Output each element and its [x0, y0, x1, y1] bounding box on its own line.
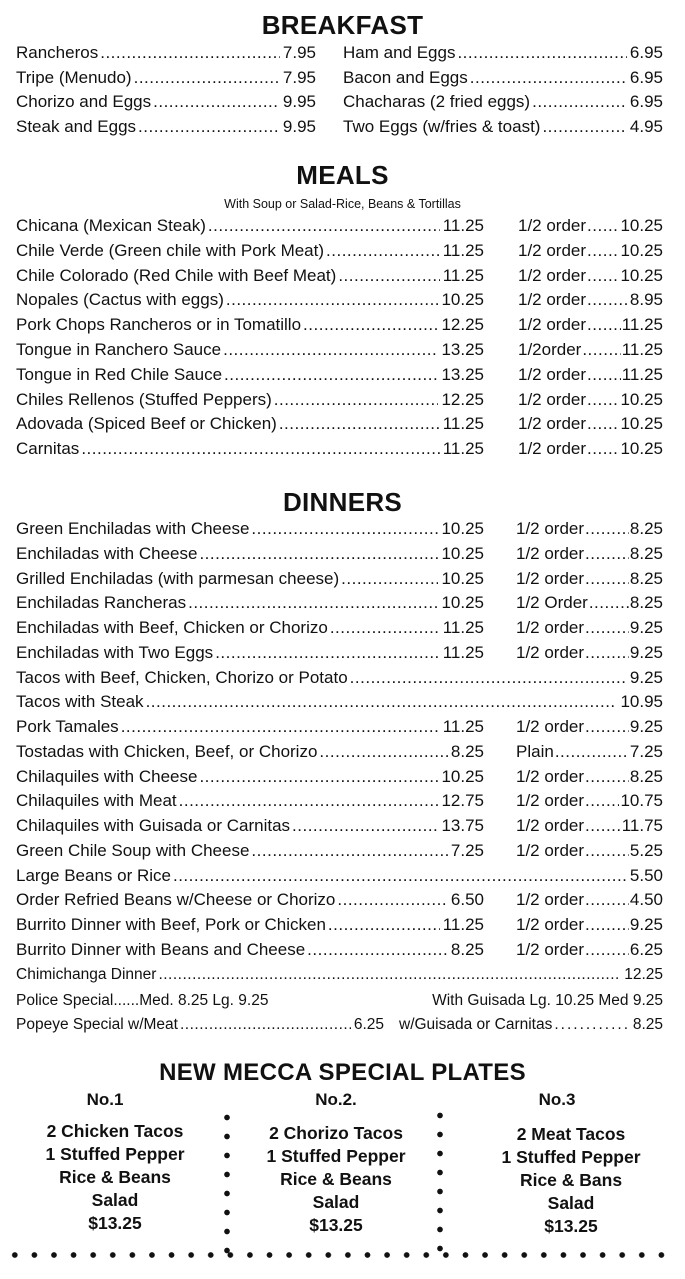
- leader-dots: [173, 865, 627, 887]
- item-price: 6.95: [629, 43, 663, 62]
- half-order-label: 1/2 order: [516, 766, 585, 786]
- meal-half-order: [518, 364, 663, 386]
- leader-dots: [341, 568, 438, 590]
- leader-dots: [292, 815, 438, 837]
- item-price: 11.25: [442, 240, 484, 260]
- half-order-price: 11.25: [621, 315, 663, 335]
- plate-line: Salad: [312, 1192, 360, 1212]
- half-order-label: 1/2order: [518, 340, 582, 359]
- item-price: 10.25: [441, 568, 484, 588]
- dinner-half-order: [516, 642, 663, 664]
- item-price: 10.25: [441, 290, 484, 310]
- meal-half-order: [518, 314, 663, 336]
- item-name: Popeye Special w/Meat: [16, 1016, 178, 1033]
- plate-3-number: No.3: [538, 1090, 576, 1109]
- meal-item: [16, 265, 484, 287]
- plate-line: 2 Chicken Tacos: [46, 1121, 184, 1141]
- dinner-item: [16, 840, 484, 862]
- item-name: Chilaquiles with Cheese: [16, 766, 198, 786]
- leader-dots: [158, 964, 621, 986]
- leader-dots: [251, 840, 447, 862]
- half-order-label: 1/2 order: [516, 939, 585, 959]
- meal-half-order: [518, 265, 663, 287]
- meal-item: [16, 314, 484, 336]
- item-name: Chorizo and Eggs: [16, 92, 152, 112]
- leader-dots: [303, 314, 438, 336]
- dinner-half-order: [516, 543, 663, 565]
- item-price: 11.25: [442, 265, 484, 285]
- leader-dots: [587, 314, 621, 336]
- item-name: Rancheros: [16, 43, 99, 62]
- half-order-label: 1/2 order: [518, 265, 587, 285]
- leader-dots: [585, 815, 621, 837]
- dinner-half-order: [516, 716, 663, 738]
- breakfast-item: [343, 116, 663, 138]
- half-order-price: 10.25: [620, 439, 663, 459]
- breakfast-item: [16, 91, 316, 113]
- leader-dots: [328, 914, 440, 936]
- meal-item: [16, 389, 484, 411]
- item-price: 12.75: [441, 791, 484, 811]
- leader-dots: [585, 568, 629, 590]
- leader-dots: [121, 716, 440, 738]
- item-price: 13.75: [441, 816, 484, 835]
- leader-dots: [208, 215, 440, 237]
- item-name: Chiles Rellenos (Stuffed Peppers): [16, 389, 272, 409]
- half-order-label: 1/2 order: [516, 717, 585, 736]
- half-order-price: 7.25: [629, 741, 663, 761]
- item-name: Order Refried Beans w/Cheese or Chorizo: [16, 890, 336, 910]
- leader-dots: [470, 67, 627, 89]
- item-price: 10.25: [441, 766, 484, 786]
- dinner-item: [16, 543, 484, 565]
- item-name: Chilaquiles with Meat: [16, 791, 177, 811]
- leader-dots: [279, 413, 440, 435]
- dinner-item: [16, 642, 484, 664]
- dinner-item: [16, 716, 484, 738]
- plate-1-number: No.1: [86, 1090, 124, 1109]
- leader-dots: [251, 518, 438, 540]
- dinner-item: [16, 815, 484, 837]
- half-order-label: 1/2 order: [516, 543, 585, 563]
- half-order-label: 1/2 order: [518, 290, 587, 310]
- half-order-price: 8.25: [629, 543, 663, 563]
- leader-dots: [587, 240, 619, 262]
- leader-dots: [319, 741, 447, 763]
- item-name: Two Eggs (w/fries & toast): [343, 117, 541, 137]
- dinner-item: [16, 939, 484, 961]
- plate-line: Salad: [91, 1190, 139, 1210]
- dinner-half-order: [516, 518, 663, 540]
- half-order-price: 10.75: [620, 791, 663, 811]
- item-name: Large Beans or Rice: [16, 865, 171, 885]
- half-order-price: 10.25: [620, 389, 663, 409]
- dinner-half-order: [516, 815, 663, 837]
- leader-dots: [146, 691, 618, 713]
- leader-dots: [307, 939, 448, 961]
- leader-dots: [585, 543, 629, 565]
- item-price: 9.95: [282, 117, 316, 137]
- meal-half-order: [518, 413, 663, 435]
- leader-dots: [585, 518, 629, 540]
- plate-line: 1 Stuffed Pepper: [266, 1146, 406, 1166]
- dinner-item: [16, 568, 484, 590]
- item-price: 11.25: [442, 216, 484, 235]
- meal-half-order: [518, 289, 663, 311]
- leader-dots: [330, 617, 440, 639]
- leader-dots: [179, 790, 439, 812]
- leader-dots: [81, 438, 439, 460]
- item-price: 6.25: [353, 1016, 384, 1033]
- leader-dots: [585, 642, 629, 664]
- item-price: 10.25: [441, 543, 484, 563]
- popeye-special-guisada: [399, 1014, 663, 1036]
- plate-1-details: [15, 1120, 215, 1235]
- plate-line: Rice & Bans: [519, 1170, 623, 1190]
- item-price: 11.25: [442, 439, 484, 459]
- meal-item: [16, 364, 484, 386]
- leader-dots: [585, 939, 629, 961]
- item-name: Enchiladas with Cheese: [16, 543, 198, 563]
- half-order-price: 8.25: [629, 593, 663, 613]
- half-order-price: 10.25: [620, 414, 663, 434]
- half-order-label: 1/2 order: [516, 890, 585, 910]
- plate-line: 1 Stuffed Pepper: [45, 1144, 185, 1164]
- item-price: 4.95: [629, 117, 663, 137]
- dinner-item: [16, 518, 484, 540]
- leader-dots: [554, 1014, 629, 1036]
- meal-item: [16, 215, 484, 237]
- half-order-label: 1/2 order: [518, 364, 587, 384]
- leader-dots: [587, 389, 619, 411]
- leader-dots: [585, 716, 629, 738]
- item-price: 5.50: [629, 865, 663, 885]
- item-name: Grilled Enchiladas (with parmesan cheese): [16, 568, 340, 588]
- leader-dots: [215, 642, 440, 664]
- item-price: 13.25: [441, 364, 484, 384]
- half-order-price: 9.25: [629, 717, 663, 736]
- popeye-special: [16, 1014, 384, 1036]
- leader-dots: [138, 116, 280, 138]
- item-price: 11.25: [442, 717, 484, 736]
- dinner-item: [16, 914, 484, 936]
- half-order-price: 8.25: [629, 519, 663, 538]
- item-name: Chile Verde (Green chile with Pork Meat): [16, 240, 325, 260]
- plate-2-number: No.2.: [315, 1090, 357, 1109]
- item-name: Enchiladas with Beef, Chicken or Chorizo: [16, 618, 328, 637]
- item-price: 9.25: [629, 667, 663, 687]
- breakfast-item: [343, 67, 663, 89]
- leader-dots: [587, 438, 619, 460]
- leader-dots: [585, 889, 629, 911]
- breakfast-item: [16, 116, 316, 138]
- leader-dots: [587, 413, 619, 435]
- police-special-guisada: With Guisada Lg. 10.25 Med 9.25: [432, 992, 663, 1009]
- item-price: 13.25: [441, 340, 484, 359]
- item-name: Burrito Dinner with Beans and Cheese: [16, 939, 306, 959]
- half-order-label: 1/2 order: [516, 915, 585, 934]
- item-name: Steak and Eggs: [16, 117, 137, 137]
- dinner-half-order: [516, 592, 663, 614]
- item-price: 10.95: [620, 692, 663, 712]
- dinner-item: [16, 964, 663, 986]
- item-price: 8.25: [450, 939, 484, 959]
- dotted-bottom-border: [5, 1252, 677, 1258]
- item-price: 11.25: [442, 915, 484, 934]
- plate-line: 1 Stuffed Pepper: [501, 1147, 641, 1167]
- half-order-price: 10.25: [620, 216, 663, 235]
- meal-half-order: [518, 339, 663, 361]
- plate-line: 2 Chorizo Tacos: [269, 1123, 403, 1143]
- half-order-price: 9.25: [629, 915, 663, 934]
- dinner-half-order: [516, 939, 663, 961]
- half-order-label: 1/2 order: [518, 389, 587, 409]
- half-order-label: 1/2 order: [516, 642, 585, 662]
- dinner-half-order: [516, 840, 663, 862]
- item-name: Adovada (Spiced Beef or Chicken): [16, 414, 277, 434]
- half-order-label: 1/2 order: [516, 618, 585, 637]
- leader-dots: [153, 91, 280, 113]
- item-price: 7.25: [450, 840, 484, 860]
- item-name: Burrito Dinner with Beef, Pork or Chicken: [16, 915, 326, 934]
- half-order-label: 1/2 order: [518, 240, 587, 260]
- plate-2-details: [236, 1122, 436, 1237]
- leader-dots: [585, 914, 629, 936]
- specials-heading: NEW MECCA SPECIAL PLATES: [159, 1059, 526, 1086]
- dinner-item: [16, 889, 484, 911]
- half-order-price: 8.25: [629, 568, 663, 588]
- item-price: 10.25: [441, 519, 484, 538]
- breakfast-item: [343, 91, 663, 113]
- dinner-half-order: [516, 790, 663, 812]
- dinner-item: [16, 691, 663, 713]
- leader-dots: [223, 339, 438, 361]
- item-price: 12.25: [441, 315, 484, 335]
- item-name: Carnitas: [16, 439, 80, 459]
- leader-dots: [555, 741, 629, 763]
- item-price: 6.95: [629, 67, 663, 87]
- leader-dots: [582, 339, 620, 361]
- item-name: Enchiladas with Two Eggs: [16, 642, 214, 662]
- leader-dots: [199, 766, 438, 788]
- meal-item: [16, 413, 484, 435]
- half-order-price: 11.25: [621, 364, 663, 384]
- breakfast-item: [16, 67, 316, 89]
- leader-dots: [100, 42, 280, 64]
- dinner-item: [16, 790, 484, 812]
- meal-item: [16, 438, 484, 460]
- half-order-price: 8.95: [629, 290, 663, 310]
- half-order-label: 1/2 order: [518, 439, 587, 459]
- police-special: Police Special......Med. 8.25 Lg. 9.25: [16, 992, 269, 1009]
- item-price: 7.95: [282, 67, 316, 87]
- item-price: 6.50: [450, 890, 484, 910]
- leader-dots: [326, 240, 440, 262]
- meal-item: [16, 240, 484, 262]
- dinner-item: [16, 617, 484, 639]
- plate-price: $13.25: [88, 1213, 142, 1233]
- meal-item: [16, 289, 484, 311]
- dinner-half-order: [516, 889, 663, 911]
- leader-dots: [134, 67, 280, 89]
- item-name: w/Guisada or Carnitas: [399, 1016, 553, 1033]
- half-order-price: 11.25: [621, 340, 663, 359]
- item-name: Pork Chops Rancheros or in Tomatillo: [16, 315, 302, 335]
- plate-price: $13.25: [309, 1215, 363, 1235]
- leader-dots: [457, 42, 626, 64]
- half-order-price: 9.25: [629, 618, 663, 637]
- plate-price: $13.25: [544, 1216, 598, 1236]
- half-order-price: 10.25: [620, 265, 663, 285]
- dinner-item: [16, 592, 484, 614]
- half-order-price: 5.25: [629, 840, 663, 860]
- leader-dots: [224, 364, 438, 386]
- leader-dots: [587, 289, 629, 311]
- leader-dots: [587, 364, 621, 386]
- item-name: Tripe (Menudo): [16, 67, 132, 87]
- item-name: Tostadas with Chicken, Beef, or Chorizo: [16, 741, 318, 761]
- item-price: 7.95: [282, 43, 316, 62]
- plate-line: Rice & Beans: [280, 1169, 392, 1189]
- leader-dots: [338, 265, 439, 287]
- dotted-divider-1: [224, 1108, 230, 1260]
- meal-item: [16, 339, 484, 361]
- half-order-price: 9.25: [629, 642, 663, 662]
- leader-dots: [188, 592, 438, 614]
- leader-dots: [337, 889, 448, 911]
- dinner-item: [16, 766, 484, 788]
- item-price: 11.25: [442, 642, 484, 662]
- leader-dots: [532, 91, 627, 113]
- item-name: Chile Colorado (Red Chile with Beef Meat): [16, 265, 337, 285]
- item-name: Bacon and Eggs: [343, 67, 468, 87]
- item-name: Pork Tamales: [16, 717, 119, 736]
- leader-dots: [587, 265, 619, 287]
- dinner-half-order: [516, 741, 663, 763]
- half-order-price: 8.25: [629, 766, 663, 786]
- dinners-heading: DINNERS: [282, 487, 403, 517]
- item-name: Chimichanga Dinner: [16, 965, 157, 983]
- item-name: Nopales (Cactus with eggs): [16, 290, 224, 310]
- leader-dots: [226, 289, 439, 311]
- dinner-half-order: [516, 568, 663, 590]
- half-order-label: Plain: [516, 741, 554, 761]
- half-order-label: 1/2 order: [516, 816, 585, 835]
- half-order-label: 1/2 Order: [516, 593, 588, 613]
- breakfast-item: [343, 42, 663, 64]
- leader-dots: [180, 1014, 351, 1036]
- item-price: 6.95: [629, 92, 663, 112]
- item-name: Tongue in Red Chile Sauce: [16, 364, 223, 384]
- item-name: Enchiladas Rancheras: [16, 593, 187, 613]
- meals-subtitle: With Soup or Salad-Rice, Beans & Tortillas: [224, 197, 461, 211]
- dinner-item: [16, 667, 663, 689]
- item-price: 8.25: [450, 741, 484, 761]
- leader-dots: [585, 840, 629, 862]
- leader-dots: [585, 790, 619, 812]
- item-price: 12.25: [441, 389, 484, 409]
- leader-dots: [589, 592, 629, 614]
- half-order-label: 1/2 order: [516, 791, 585, 811]
- item-name: Chilaquiles with Guisada or Carnitas: [16, 816, 291, 835]
- meal-half-order: [518, 215, 663, 237]
- dinner-half-order: [516, 914, 663, 936]
- item-name: Chacharas (2 fried eggs): [343, 92, 531, 112]
- leader-dots: [542, 116, 626, 138]
- item-name: Tacos with Beef, Chicken, Chorizo or Potato: [16, 667, 348, 687]
- half-order-label: 1/2 order: [516, 568, 585, 588]
- item-name: Green Chile Soup with Cheese: [16, 840, 250, 860]
- item-price: 11.25: [442, 618, 484, 637]
- leader-dots: [274, 389, 439, 411]
- item-price: 11.25: [442, 414, 484, 434]
- plate-line: 2 Meat Tacos: [516, 1124, 626, 1144]
- item-name: Tacos with Steak: [16, 692, 144, 712]
- meal-half-order: [518, 389, 663, 411]
- half-order-label: 1/2 order: [516, 840, 585, 860]
- plate-3-details: [457, 1123, 685, 1238]
- dotted-divider-2: [437, 1106, 443, 1260]
- leader-dots: [587, 215, 619, 237]
- half-order-label: 1/2 order: [518, 315, 587, 335]
- meals-heading: MEALS: [296, 160, 389, 190]
- half-order-price: 6.25: [629, 939, 663, 959]
- meal-half-order: [518, 240, 663, 262]
- breakfast-item: [16, 42, 316, 64]
- plate-line: Rice & Beans: [59, 1167, 171, 1187]
- half-order-price: 4.50: [629, 890, 663, 910]
- item-price: 9.95: [282, 92, 316, 112]
- item-price: 10.25: [441, 593, 484, 613]
- leader-dots: [585, 766, 629, 788]
- half-order-label: 1/2 order: [518, 414, 587, 434]
- dinner-item: [16, 741, 484, 763]
- item-price: 8.25: [632, 1016, 663, 1033]
- half-order-label: 1/2 order: [516, 519, 585, 538]
- item-name: Green Enchiladas with Cheese: [16, 519, 250, 538]
- dinner-item: [16, 865, 663, 887]
- half-order-price: 10.25: [620, 240, 663, 260]
- meal-half-order: [518, 438, 663, 460]
- item-name: Tongue in Ranchero Sauce: [16, 340, 222, 359]
- leader-dots: [585, 617, 629, 639]
- leader-dots: [350, 667, 627, 689]
- half-order-price: 11.75: [621, 816, 663, 835]
- leader-dots: [199, 543, 438, 565]
- plate-line: Salad: [547, 1193, 595, 1213]
- item-price: 12.25: [624, 965, 663, 983]
- item-name: Chicana (Mexican Steak): [16, 216, 206, 235]
- item-name: Ham and Eggs: [343, 43, 456, 62]
- dinner-half-order: [516, 766, 663, 788]
- breakfast-heading: BREAKFAST: [261, 10, 424, 40]
- half-order-label: 1/2 order: [518, 216, 587, 235]
- dinner-half-order: [516, 617, 663, 639]
